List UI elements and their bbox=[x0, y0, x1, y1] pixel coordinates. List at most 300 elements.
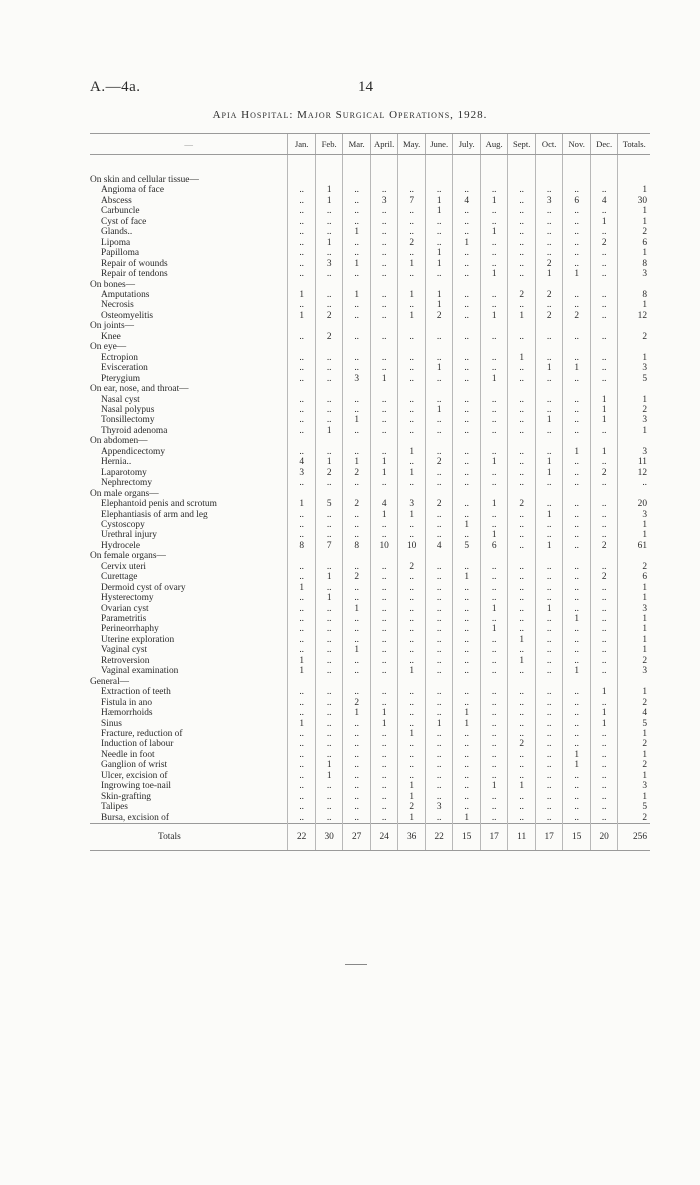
month-cell bbox=[425, 175, 453, 185]
month-cell: .. bbox=[480, 666, 508, 676]
month-cell: .. bbox=[453, 687, 481, 697]
month-cell: .. bbox=[590, 227, 618, 237]
month-cell: .. bbox=[425, 645, 453, 655]
month-cell: 1 bbox=[480, 781, 508, 791]
month-cell: 2 bbox=[398, 802, 426, 812]
month-cell: .. bbox=[288, 645, 316, 655]
month-cell: .. bbox=[508, 185, 536, 195]
month-cell: .. bbox=[508, 227, 536, 237]
month-cell: .. bbox=[370, 645, 398, 655]
table-row bbox=[90, 248, 650, 258]
month-cell: .. bbox=[315, 510, 343, 520]
month-cell bbox=[425, 551, 453, 561]
month-cell: .. bbox=[590, 750, 618, 760]
month-cell: .. bbox=[425, 708, 453, 718]
row-total-cell: 1 bbox=[618, 300, 650, 310]
month-cell: .. bbox=[370, 300, 398, 310]
month-cell: .. bbox=[370, 530, 398, 540]
month-cell: .. bbox=[398, 572, 426, 582]
column-header: July. bbox=[453, 134, 481, 155]
month-cell: .. bbox=[288, 259, 316, 269]
month-cell: 4 bbox=[370, 499, 398, 509]
month-cell bbox=[288, 342, 316, 352]
month-cell: .. bbox=[535, 771, 563, 781]
month-cell bbox=[370, 677, 398, 687]
row-total-cell: 1 bbox=[618, 426, 650, 436]
month-cell bbox=[398, 436, 426, 446]
table-row bbox=[90, 802, 650, 812]
month-cell: .. bbox=[315, 562, 343, 572]
table-row bbox=[90, 478, 650, 488]
month-cell: 1 bbox=[398, 813, 426, 824]
month-cell: .. bbox=[563, 499, 591, 509]
month-cell: 8 bbox=[288, 541, 316, 551]
month-cell: .. bbox=[370, 405, 398, 415]
month-cell: .. bbox=[480, 750, 508, 760]
month-cell: 2 bbox=[535, 311, 563, 321]
month-cell: 2 bbox=[315, 332, 343, 342]
month-cell: .. bbox=[590, 583, 618, 593]
month-cell: 1 bbox=[480, 227, 508, 237]
month-cell: 3 bbox=[343, 374, 371, 384]
month-cell: .. bbox=[343, 217, 371, 227]
month-cell bbox=[370, 436, 398, 446]
month-cell: .. bbox=[508, 624, 536, 634]
month-cell: .. bbox=[453, 604, 481, 614]
month-cell: .. bbox=[508, 750, 536, 760]
table-row bbox=[90, 593, 650, 603]
operation-label: Thyroid adenoma bbox=[101, 425, 168, 436]
month-cell: 1 bbox=[425, 259, 453, 269]
month-cell bbox=[590, 321, 618, 331]
month-cell: .. bbox=[398, 698, 426, 708]
table-row bbox=[90, 614, 650, 624]
month-cell: .. bbox=[343, 248, 371, 258]
table-row bbox=[90, 708, 650, 718]
month-cell: .. bbox=[453, 666, 481, 676]
month-cell: .. bbox=[563, 415, 591, 425]
month-cell: .. bbox=[508, 813, 536, 824]
month-cell: .. bbox=[535, 813, 563, 824]
month-cell: .. bbox=[508, 300, 536, 310]
month-cell: .. bbox=[535, 781, 563, 791]
month-cell: .. bbox=[288, 415, 316, 425]
month-cell: .. bbox=[453, 405, 481, 415]
month-cell: .. bbox=[535, 750, 563, 760]
operation-label: Curettage bbox=[101, 572, 138, 583]
month-cell: .. bbox=[590, 499, 618, 509]
month-cell: .. bbox=[315, 739, 343, 749]
month-cell: 1 bbox=[425, 363, 453, 373]
row-total-cell: 3 bbox=[618, 447, 650, 457]
month-cell: .. bbox=[343, 269, 371, 279]
section-row bbox=[90, 677, 650, 687]
operation-label: Ingrowing toe-nail bbox=[101, 781, 172, 792]
month-cell: .. bbox=[343, 363, 371, 373]
month-cell: .. bbox=[370, 593, 398, 603]
month-cell: 1 bbox=[590, 719, 618, 729]
month-cell: .. bbox=[315, 666, 343, 676]
month-cell bbox=[425, 321, 453, 331]
month-cell: .. bbox=[590, 562, 618, 572]
month-cell: .. bbox=[343, 332, 371, 342]
month-cell: .. bbox=[480, 656, 508, 666]
month-cell bbox=[563, 321, 591, 331]
month-cell: .. bbox=[398, 185, 426, 195]
month-cell: .. bbox=[398, 760, 426, 770]
month-cell: .. bbox=[453, 635, 481, 645]
month-cell: .. bbox=[288, 792, 316, 802]
spacer-cell bbox=[590, 155, 618, 176]
month-cell: .. bbox=[343, 813, 371, 824]
month-cell: 1 bbox=[370, 708, 398, 718]
month-cell: .. bbox=[590, 739, 618, 749]
month-cell: .. bbox=[508, 395, 536, 405]
month-cell: .. bbox=[453, 739, 481, 749]
row-total-cell: 8 bbox=[618, 259, 650, 269]
month-cell: .. bbox=[508, 206, 536, 216]
month-cell: .. bbox=[425, 771, 453, 781]
month-cell bbox=[425, 436, 453, 446]
month-cell: .. bbox=[563, 510, 591, 520]
section-label: On bones— bbox=[90, 279, 136, 290]
month-cell bbox=[563, 175, 591, 185]
row-total-cell: 2 bbox=[618, 562, 650, 572]
table-row bbox=[90, 447, 650, 457]
month-cell: .. bbox=[590, 624, 618, 634]
operation-label: Knee bbox=[101, 331, 121, 342]
row-total-cell: 3 bbox=[618, 510, 650, 520]
month-cell: 2 bbox=[508, 290, 536, 300]
month-cell: .. bbox=[508, 363, 536, 373]
month-cell: .. bbox=[508, 572, 536, 582]
month-cell: 4 bbox=[590, 196, 618, 206]
month-cell: .. bbox=[343, 510, 371, 520]
month-cell: .. bbox=[508, 541, 536, 551]
month-cell bbox=[398, 280, 426, 290]
month-cell: 1 bbox=[398, 729, 426, 739]
section-label: On joints— bbox=[90, 321, 135, 332]
month-cell bbox=[425, 342, 453, 352]
month-cell: .. bbox=[590, 300, 618, 310]
month-cell: .. bbox=[343, 447, 371, 457]
month-cell: .. bbox=[535, 520, 563, 530]
month-cell: .. bbox=[425, 562, 453, 572]
month-cell bbox=[535, 551, 563, 561]
month-cell: 1 bbox=[315, 185, 343, 195]
row-total-cell: 6 bbox=[618, 238, 650, 248]
table-row bbox=[90, 238, 650, 248]
month-cell bbox=[288, 489, 316, 499]
month-cell: .. bbox=[288, 478, 316, 488]
month-cell: .. bbox=[508, 729, 536, 739]
month-cell: .. bbox=[453, 802, 481, 812]
row-total-cell bbox=[618, 321, 650, 331]
month-cell: .. bbox=[343, 802, 371, 812]
spacer-cell bbox=[535, 155, 563, 176]
month-cell: .. bbox=[370, 238, 398, 248]
month-cell bbox=[535, 384, 563, 394]
operation-label: Vaginal examination bbox=[101, 666, 179, 677]
table-row bbox=[90, 520, 650, 530]
month-cell: .. bbox=[453, 624, 481, 634]
operation-label: Fistula in ano bbox=[101, 697, 153, 708]
month-cell: .. bbox=[315, 415, 343, 425]
month-cell: 1 bbox=[425, 300, 453, 310]
month-cell: .. bbox=[453, 771, 481, 781]
month-cell: .. bbox=[535, 708, 563, 718]
month-cell: .. bbox=[343, 635, 371, 645]
month-cell: .. bbox=[370, 635, 398, 645]
table-row bbox=[90, 499, 650, 509]
row-total-cell: 1 bbox=[618, 771, 650, 781]
month-cell: .. bbox=[398, 719, 426, 729]
month-cell bbox=[563, 342, 591, 352]
operations-table bbox=[90, 133, 650, 851]
month-cell: .. bbox=[425, 447, 453, 457]
month-cell: .. bbox=[425, 792, 453, 802]
month-cell: .. bbox=[370, 332, 398, 342]
operation-label: Extraction of teeth bbox=[101, 687, 171, 698]
month-cell: .. bbox=[453, 729, 481, 739]
month-cell: .. bbox=[370, 771, 398, 781]
month-cell: .. bbox=[370, 687, 398, 697]
month-cell: .. bbox=[563, 708, 591, 718]
month-cell: .. bbox=[398, 217, 426, 227]
month-cell: 2 bbox=[343, 499, 371, 509]
operation-label: Repair of tendons bbox=[101, 269, 168, 280]
row-total-cell: 1 bbox=[618, 729, 650, 739]
month-cell: .. bbox=[535, 645, 563, 655]
month-cell: .. bbox=[398, 353, 426, 363]
month-cell bbox=[343, 436, 371, 446]
month-cell: .. bbox=[590, 206, 618, 216]
table-row bbox=[90, 635, 650, 645]
month-cell: .. bbox=[343, 729, 371, 739]
month-cell: .. bbox=[343, 666, 371, 676]
month-cell: .. bbox=[563, 426, 591, 436]
month-cell: .. bbox=[315, 583, 343, 593]
month-cell: 1 bbox=[563, 750, 591, 760]
month-cell bbox=[315, 321, 343, 331]
table-row bbox=[90, 290, 650, 300]
month-cell: .. bbox=[315, 248, 343, 258]
month-cell: 3 bbox=[535, 196, 563, 206]
month-cell: .. bbox=[425, 593, 453, 603]
month-cell: .. bbox=[288, 447, 316, 457]
month-cell: .. bbox=[398, 332, 426, 342]
column-header: Jan. bbox=[288, 134, 316, 155]
month-cell: .. bbox=[453, 206, 481, 216]
month-cell: .. bbox=[398, 656, 426, 666]
month-cell: .. bbox=[288, 771, 316, 781]
month-cell: .. bbox=[563, 802, 591, 812]
month-cell: .. bbox=[590, 374, 618, 384]
month-cell: .. bbox=[508, 510, 536, 520]
month-cell: .. bbox=[590, 604, 618, 614]
month-cell: .. bbox=[425, 750, 453, 760]
month-cell: .. bbox=[288, 248, 316, 258]
month-cell: 1 bbox=[370, 510, 398, 520]
month-cell bbox=[343, 321, 371, 331]
month-cell bbox=[453, 551, 481, 561]
month-cell: .. bbox=[425, 478, 453, 488]
month-cell: .. bbox=[535, 217, 563, 227]
document-code: A.—4a. bbox=[90, 79, 141, 95]
month-cell: 1 bbox=[453, 520, 481, 530]
month-cell: .. bbox=[563, 572, 591, 582]
month-cell: .. bbox=[343, 614, 371, 624]
month-cell: 1 bbox=[398, 792, 426, 802]
month-cell bbox=[398, 321, 426, 331]
month-cell: 1 bbox=[480, 624, 508, 634]
month-cell: .. bbox=[480, 259, 508, 269]
month-cell: .. bbox=[370, 792, 398, 802]
month-cell: .. bbox=[343, 395, 371, 405]
month-cell bbox=[508, 384, 536, 394]
month-cell: .. bbox=[288, 363, 316, 373]
month-cell: 1 bbox=[563, 269, 591, 279]
month-cell: .. bbox=[535, 374, 563, 384]
month-cell: 2 bbox=[398, 238, 426, 248]
table-row bbox=[90, 624, 650, 634]
month-cell: 2 bbox=[315, 468, 343, 478]
month-cell: .. bbox=[563, 374, 591, 384]
month-cell: .. bbox=[590, 353, 618, 363]
month-cell: .. bbox=[453, 760, 481, 770]
month-cell: 10 bbox=[398, 541, 426, 551]
month-cell: .. bbox=[425, 217, 453, 227]
month-cell: .. bbox=[315, 405, 343, 415]
month-cell: .. bbox=[288, 687, 316, 697]
month-cell: .. bbox=[590, 457, 618, 467]
month-cell bbox=[315, 677, 343, 687]
month-cell: .. bbox=[425, 604, 453, 614]
month-cell: .. bbox=[563, 478, 591, 488]
month-cell: .. bbox=[370, 520, 398, 530]
row-total-cell: 1 bbox=[618, 248, 650, 258]
month-cell: .. bbox=[370, 802, 398, 812]
month-total-cell: 15 bbox=[563, 824, 591, 851]
month-cell: .. bbox=[508, 520, 536, 530]
month-cell: .. bbox=[398, 624, 426, 634]
row-total-cell: 1 bbox=[618, 217, 650, 227]
month-cell bbox=[288, 280, 316, 290]
month-cell bbox=[370, 551, 398, 561]
month-cell: 1 bbox=[315, 771, 343, 781]
month-cell: 1 bbox=[425, 196, 453, 206]
month-cell: .. bbox=[453, 374, 481, 384]
month-cell bbox=[563, 384, 591, 394]
month-cell: .. bbox=[508, 415, 536, 425]
table-row bbox=[90, 583, 650, 593]
month-cell: 1 bbox=[288, 666, 316, 676]
month-cell: 1 bbox=[370, 468, 398, 478]
month-cell: .. bbox=[370, 614, 398, 624]
section-row bbox=[90, 342, 650, 352]
month-cell bbox=[398, 677, 426, 687]
row-total-cell: 1 bbox=[618, 583, 650, 593]
table-row bbox=[90, 687, 650, 697]
table-row bbox=[90, 227, 650, 237]
month-cell: 2 bbox=[535, 259, 563, 269]
month-cell bbox=[480, 175, 508, 185]
month-cell: 4 bbox=[425, 541, 453, 551]
spacer-cell bbox=[315, 155, 343, 176]
operation-label: Elephantiasis of arm and leg bbox=[101, 509, 208, 520]
month-cell bbox=[453, 175, 481, 185]
table-row bbox=[90, 645, 650, 655]
month-cell: .. bbox=[535, 802, 563, 812]
month-cell: .. bbox=[590, 311, 618, 321]
month-cell: 1 bbox=[453, 719, 481, 729]
month-cell bbox=[398, 175, 426, 185]
month-cell: .. bbox=[288, 196, 316, 206]
month-cell: 1 bbox=[315, 593, 343, 603]
month-cell: .. bbox=[288, 593, 316, 603]
month-cell: .. bbox=[398, 520, 426, 530]
month-cell: .. bbox=[563, 624, 591, 634]
section-row bbox=[90, 489, 650, 499]
month-cell: .. bbox=[398, 750, 426, 760]
column-header: Feb. bbox=[315, 134, 343, 155]
month-cell: .. bbox=[480, 290, 508, 300]
month-cell: 1 bbox=[590, 395, 618, 405]
month-total-cell: 20 bbox=[590, 824, 618, 851]
month-cell: .. bbox=[370, 813, 398, 824]
row-total-cell bbox=[618, 384, 650, 394]
month-cell bbox=[315, 342, 343, 352]
table-row bbox=[90, 374, 650, 384]
month-cell: .. bbox=[315, 447, 343, 457]
month-cell: .. bbox=[343, 353, 371, 363]
row-total-cell: 1 bbox=[618, 395, 650, 405]
month-cell: 2 bbox=[425, 457, 453, 467]
month-cell: .. bbox=[480, 813, 508, 824]
closing-rule bbox=[345, 964, 367, 965]
month-cell: .. bbox=[535, 447, 563, 457]
row-total-cell: 1 bbox=[618, 614, 650, 624]
month-cell: .. bbox=[315, 269, 343, 279]
row-total-cell: 2 bbox=[618, 332, 650, 342]
month-cell bbox=[480, 342, 508, 352]
month-total-cell: 17 bbox=[535, 824, 563, 851]
month-cell: 1 bbox=[425, 206, 453, 216]
table-row bbox=[90, 656, 650, 666]
month-cell: .. bbox=[535, 332, 563, 342]
month-cell: .. bbox=[343, 196, 371, 206]
month-cell bbox=[563, 436, 591, 446]
month-cell: .. bbox=[563, 593, 591, 603]
month-cell: .. bbox=[425, 353, 453, 363]
month-cell: .. bbox=[343, 760, 371, 770]
totals-label: Totals bbox=[90, 824, 288, 851]
month-cell: .. bbox=[535, 593, 563, 603]
section-row bbox=[90, 436, 650, 446]
month-cell: .. bbox=[480, 708, 508, 718]
month-cell: .. bbox=[370, 363, 398, 373]
month-cell bbox=[535, 677, 563, 687]
month-cell: .. bbox=[508, 269, 536, 279]
month-cell: .. bbox=[370, 269, 398, 279]
row-total-cell: 2 bbox=[618, 739, 650, 749]
month-cell: .. bbox=[343, 520, 371, 530]
month-cell: .. bbox=[288, 635, 316, 645]
month-cell: .. bbox=[453, 269, 481, 279]
month-cell: .. bbox=[343, 530, 371, 540]
row-total-cell: 3 bbox=[618, 415, 650, 425]
month-cell: .. bbox=[343, 771, 371, 781]
